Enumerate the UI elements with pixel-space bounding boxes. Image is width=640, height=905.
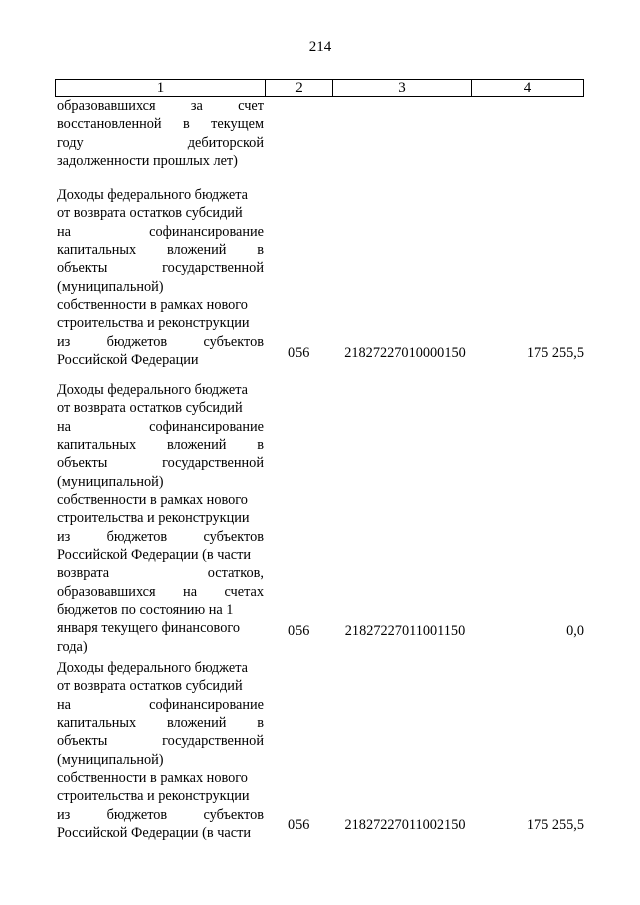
row-2-text-line <box>57 454 264 472</box>
row-2-text-line <box>57 528 264 546</box>
row-1-text-line <box>57 333 264 351</box>
row-1-text-line <box>57 259 264 277</box>
continuation-text-word: образовавшихся <box>57 98 156 114</box>
row-2-text-word: собственности в рамках нового <box>57 492 248 509</box>
row-1-text-word: вложений <box>166 242 227 259</box>
row-3-text-word: Доходы федерального бюджета <box>57 660 248 676</box>
continuation-text-word: счет <box>238 98 264 114</box>
row-2-text-word: субъектов <box>203 528 264 545</box>
row-2-text-line <box>57 473 264 491</box>
continuation-text-word: за <box>190 98 203 114</box>
row-2-text-word: Доходы федерального бюджета <box>57 382 248 398</box>
row-3-text-word: бюджетов <box>106 806 168 823</box>
row-3-text-line <box>57 696 264 714</box>
row-2-text-word: от возврата остатков субсидий <box>57 400 243 417</box>
row-1-text-word: капитальных <box>57 242 137 259</box>
row-2-text-word: образовавшихся <box>57 583 156 600</box>
continuation-text-line <box>57 115 264 133</box>
row-1-kbk: 21827227010000150 <box>344 345 466 361</box>
row-3-code: 056 <box>288 817 310 833</box>
row-3-text-word: субъектов <box>203 806 264 823</box>
row-1-text-word: от возврата остатков субсидий <box>57 205 243 222</box>
continuation-text-word: текущем <box>211 116 264 133</box>
row-3-kbk: 21827227011002150 <box>344 817 466 833</box>
row-1-amount: 175 255,5 <box>526 345 584 361</box>
row-2-text-word: счетах <box>224 583 264 600</box>
row-1-text-line <box>57 351 264 369</box>
row-2-text-word: января текущего финансового <box>57 620 241 637</box>
row-2-text-word: на <box>57 418 71 435</box>
row-2-text-line <box>57 564 264 582</box>
row-1-text-word: в <box>257 242 264 259</box>
row-3-text-line <box>57 769 264 787</box>
row-2-text-line <box>57 436 264 454</box>
row-2-text-word: бюджетов по состоянию на 1 <box>57 602 234 619</box>
row-2-text-word: возврата <box>57 565 110 582</box>
row-1-text-word: софинансирование <box>149 223 264 240</box>
row-3-text-word: собственности в рамках нового <box>57 770 248 787</box>
row-1-text-word: Российской Федерации <box>57 352 199 369</box>
row-3-text-word: от возврата остатков субсидий <box>57 678 243 695</box>
continuation-text-line <box>57 97 264 115</box>
row-1-text-word: субъектов <box>203 333 264 350</box>
row-3-text-line <box>57 714 264 732</box>
row-2-text-line <box>57 509 264 527</box>
row-3-text-line <box>57 751 264 769</box>
continuation-text-word: дебиторской <box>187 134 264 151</box>
row-2-text-word: на <box>183 583 198 600</box>
continuation-text-word: задолженности прошлых лет) <box>57 153 238 170</box>
row-1-text-word: (муниципальной) <box>57 278 164 295</box>
row-3-description <box>57 659 264 842</box>
row-3-text-word: строительства и реконструкции <box>57 788 250 805</box>
row-3-text-word: государственной <box>162 733 264 750</box>
row-1-text-word: строительства и реконструкции <box>57 315 250 332</box>
row-2-amount: 0,0 <box>566 623 584 639</box>
row-1-text-word: объекты <box>57 260 108 277</box>
row-1-text-word: на <box>57 223 71 240</box>
row-1-text-word: государственной <box>162 260 264 277</box>
continuation-description <box>57 97 264 170</box>
row-1-text-word: собственности в рамках нового <box>57 297 248 314</box>
row-2-text-word: в <box>257 437 264 454</box>
row-3-text-line <box>57 824 264 842</box>
row-2-text-line <box>57 381 264 399</box>
row-1-text-line <box>57 204 264 222</box>
row-1-text-line <box>57 241 264 259</box>
row-2-text-word: строительства и реконструкции <box>57 510 250 527</box>
row-2-text-line <box>57 601 264 619</box>
row-1-text-line <box>57 278 264 296</box>
row-2-text-line <box>57 418 264 436</box>
row-2-text-word: Российской Федерации (в части <box>57 547 251 564</box>
row-3-text-word: капитальных <box>57 715 137 732</box>
row-2-text-word: (муниципальной) <box>57 473 164 490</box>
column-header-3: 3 <box>333 80 472 97</box>
row-1-text-word: Доходы федерального бюджета <box>57 187 248 203</box>
row-3-text-word: вложений <box>166 715 227 732</box>
row-2-text-word: из <box>57 528 71 545</box>
row-1-text-line <box>57 314 264 332</box>
row-2-text-line <box>57 491 264 509</box>
row-2-text-word: остатков, <box>207 565 264 582</box>
row-2-text-word: бюджетов <box>106 528 168 545</box>
row-3-text-word: объекты <box>57 733 108 750</box>
row-3-text-line <box>57 659 264 677</box>
row-2-text-word: года) <box>57 638 88 655</box>
row-3-text-line <box>57 677 264 695</box>
row-1-text-line <box>57 223 264 241</box>
row-2-text-line <box>57 546 264 564</box>
row-2-code: 056 <box>288 623 310 639</box>
row-2-text-word: вложений <box>166 437 227 454</box>
row-1-text-word: из <box>57 333 71 350</box>
row-3-text-word: (муниципальной) <box>57 751 164 768</box>
row-1-text-line <box>57 296 264 314</box>
row-2-text-word: капитальных <box>57 437 137 454</box>
row-2-text-word: софинансирование <box>149 418 264 435</box>
row-3-text-line <box>57 787 264 805</box>
row-2-text-line <box>57 638 264 656</box>
column-header-table <box>55 79 584 97</box>
row-2-kbk: 21827227011001150 <box>344 623 466 639</box>
continuation-text-line <box>57 134 264 152</box>
row-1-text-word: бюджетов <box>106 333 168 350</box>
row-3-text-word: софинансирование <box>149 696 264 713</box>
column-header-1: 1 <box>56 80 266 97</box>
continuation-text-word: восстановленной <box>57 116 162 133</box>
continuation-text-word: в <box>182 116 190 133</box>
continuation-text-line <box>57 152 264 170</box>
row-2-text-word: государственной <box>162 455 264 472</box>
row-1-code: 056 <box>288 345 310 361</box>
row-3-text-word: на <box>57 696 71 713</box>
page-number: 214 <box>308 39 332 55</box>
row-3-amount: 175 255,5 <box>526 817 584 833</box>
row-2-text-line <box>57 619 264 637</box>
continuation-text-word: году <box>57 134 84 151</box>
row-3-text-word: в <box>257 715 264 732</box>
column-header-row <box>56 80 584 97</box>
row-1-description <box>57 186 264 369</box>
row-3-text-line <box>57 732 264 750</box>
row-1-text-line <box>57 186 264 204</box>
row-2-text-line <box>57 399 264 417</box>
column-header-2: 2 <box>266 80 333 97</box>
row-3-text-word: из <box>57 806 71 823</box>
column-header-4: 4 <box>472 80 584 97</box>
row-3-text-line <box>57 806 264 824</box>
row-2-description <box>57 381 264 656</box>
row-3-text-word: Российской Федерации (в части <box>57 825 251 842</box>
row-2-text-word: объекты <box>57 455 108 472</box>
row-2-text-line <box>57 583 264 601</box>
